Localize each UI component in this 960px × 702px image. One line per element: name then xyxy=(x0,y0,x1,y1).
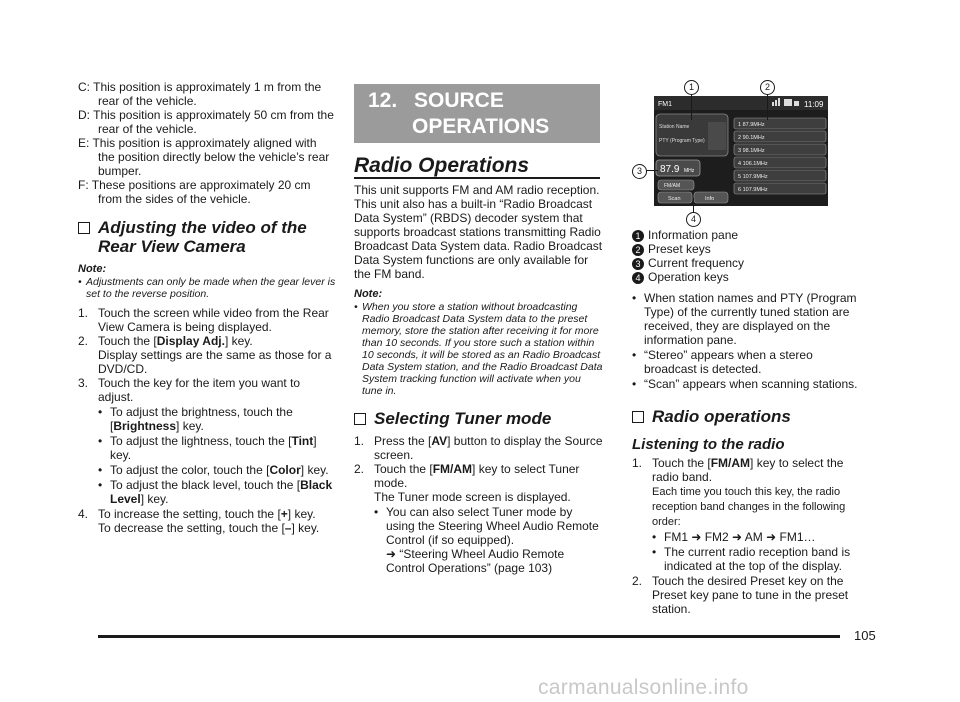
station-name: Station Name xyxy=(659,124,690,130)
step-3 xyxy=(78,376,336,507)
list-item: • To adjust the brightness, touch the [Brightness] key. xyxy=(98,405,293,433)
bullet-icon: • xyxy=(78,276,82,288)
step-number: 2. xyxy=(354,462,365,476)
frequency-value: 87.9 xyxy=(660,164,680,175)
step-number: 4. xyxy=(78,507,89,521)
step-2 xyxy=(78,334,336,376)
step-number: 1. xyxy=(632,456,643,470)
position-e: E: This position is approximately aligned with the position directly below the vehicle’s rear bumper. xyxy=(78,136,330,178)
step-text: Touch the key for the item you want to adjust. • To adjust the brightness, touch the [Brightness] key. • To adjust the lightness, touch the [Tint] key. • To adjust the color, touch the [Color] key. • To adjust the black level, touch the [Black Level] key. xyxy=(98,376,336,507)
position-d: D: This position is approximately 50 cm from the rear of the vehicle. xyxy=(78,108,334,136)
subheading: Listening to the radio xyxy=(632,436,785,453)
list-item: • When station names and PTY (Program Type) of the currently tuned station are received, they are displayed on the information pane. xyxy=(632,291,857,347)
legend-item: 2 Preset keys xyxy=(632,242,862,256)
callout-2: 2 xyxy=(760,80,775,95)
callout-4: 4 xyxy=(686,212,701,227)
step-2 xyxy=(632,574,862,616)
legend-item: 1 Information pane xyxy=(632,228,862,242)
step-text: To increase the setting, touch the [+] key. To decrease the setting, touch the [–] key. xyxy=(98,507,320,535)
step-text: Touch the [FM/AM] key to select the radio band. Each time you touch this key, the radio reception band changes in the following order: • FM1 ➜ FM2 ➜ AM ➜ FM1… • The current radio reception band is indicated at the top of the display. xyxy=(652,456,862,574)
right-column xyxy=(632,228,862,616)
band-label: FM1 xyxy=(658,101,672,108)
list-item: • To adjust the lightness, touch the [Tint] key. xyxy=(98,434,317,462)
preset-key-label: 6 107.9MHz xyxy=(738,187,768,193)
frequency-unit: MHz xyxy=(684,168,695,174)
preset-key-label: 4 106.1MHz xyxy=(738,161,768,167)
list-item: • To adjust the color, touch the [Color] key. xyxy=(98,463,329,477)
position-c: C: This position is approximately 1 m from the rear of the vehicle. xyxy=(78,80,322,108)
callout-1: 1 xyxy=(684,80,699,95)
step-1 xyxy=(632,456,862,574)
left-column xyxy=(78,80,336,535)
middle-column xyxy=(354,84,604,576)
note-item xyxy=(354,301,604,397)
note-title: Note: xyxy=(78,263,107,275)
preset-key-label: 1 87.9MHz xyxy=(738,122,765,128)
list-item: • “Stereo” appears when a stereo broadcast is detected. xyxy=(632,348,813,376)
bullet-icon: • xyxy=(354,301,358,313)
list-item: • To adjust the black level, touch the [Black Level] key. xyxy=(98,478,333,506)
chapter-banner xyxy=(354,84,600,143)
legend-item: 3 Current frequency xyxy=(632,256,862,270)
step-2 xyxy=(354,462,604,576)
preset-key-label: 3 98.1MHz xyxy=(738,148,765,154)
step-number: 3. xyxy=(78,376,89,390)
step-text: Touch the [FM/AM] key to select Tuner mode. The Tuner mode screen is displayed. • You can also select Tuner mode by using the Steering Wheel Audio Remote Control (if so equipped). ➜ “Steering Wheel Audio Remote Control Operations” (page 103) xyxy=(374,462,604,576)
chapter-title-line1: SOURCE xyxy=(414,89,504,112)
step-text: Touch the screen while video from the Rear View Camera is being displayed. xyxy=(98,306,329,334)
step-4 xyxy=(78,507,336,535)
checkbox-square-icon xyxy=(354,413,366,425)
footer-rule xyxy=(98,635,840,638)
program-type: PTY (Program Type) xyxy=(659,138,705,144)
page-number: 105 xyxy=(854,628,876,643)
chapter-number: 12. xyxy=(368,89,398,112)
note-item xyxy=(78,276,336,300)
position-f: F: These positions are approximately 20 cm from the sides of the vehicle. xyxy=(78,178,311,206)
section-heading-rear-camera xyxy=(78,218,336,256)
note-text: When you store a station without broadcasting Radio Broadcast Data System data to the preset memory, store the station after receiving it for more than 10 seconds. If you store such a station within 10 seconds, it will be stored as an Radio Broadcast Data System station, and the Radio Broadcast Data System tracking function will activate when you tune in. xyxy=(362,301,603,397)
list-item: • “Scan” appears when scanning stations. xyxy=(632,377,858,391)
chapter-title-line2: OPERATIONS xyxy=(412,115,550,138)
step-number: 1. xyxy=(354,434,365,448)
step-number: 2. xyxy=(78,334,89,348)
clock: 11:09 xyxy=(804,100,824,109)
step-1 xyxy=(354,434,604,462)
step-text: Touch the desired Preset key on the Preset key pane to tune in the preset station. xyxy=(652,574,849,616)
svg-text:FM/AM: FM/AM xyxy=(664,183,681,189)
step-number: 2. xyxy=(632,574,643,588)
svg-text:Info: Info xyxy=(705,196,715,202)
section-heading-radio-operations xyxy=(632,407,862,426)
legend-item: 4 Operation keys xyxy=(632,270,862,284)
step-text: Touch the [Display Adj.] key. Display settings are the same as those for a DVD/CD. xyxy=(98,334,332,376)
page-reference-link[interactable]: ➜ “Steering Wheel Audio Remote Control Operations” (page 103) xyxy=(386,547,565,575)
list-item: • FM1 ➜ FM2 ➜ AM ➜ FM1… xyxy=(652,530,816,544)
step-1 xyxy=(78,306,336,334)
page-title: Radio Operations xyxy=(354,159,600,179)
intro-paragraph: This unit supports FM and AM radio reception. This unit also has a built-in “Radio Broadcast Data System” (RBDS) decoder system that supports broadcast stations transmitting Radio Broadcast Data System data. Radio Broadcast Data System functions are only available for the FM band. xyxy=(354,183,603,281)
watermark: carmanualsonline.info xyxy=(538,676,749,699)
note-title: Note: xyxy=(354,288,383,300)
step-number: 1. xyxy=(78,306,89,320)
section-heading-tuner-mode xyxy=(354,409,604,428)
section-heading-text: Selecting Tuner mode xyxy=(374,409,552,428)
checkbox-square-icon xyxy=(632,411,644,423)
list-item: • You can also select Tuner mode by using the Steering Wheel Audio Remote Control (if so equipped). ➜ “Steering Wheel Audio Remote Control Operations” (page 103) xyxy=(374,505,599,575)
preset-key-label: 5 107.9MHz xyxy=(738,174,768,180)
note-text: Adjustments can only be made when the gear lever is set to the reverse position. xyxy=(86,276,336,300)
preset-key-label: 2 90.1MHz xyxy=(738,135,765,141)
svg-text:Scan: Scan xyxy=(668,196,681,202)
list-item: • The current radio reception band is indicated at the top of the display. xyxy=(652,545,851,573)
section-heading-text: Adjusting the video of the Rear View Camera xyxy=(98,218,307,256)
callout-3: 3 xyxy=(632,164,647,179)
step-text: Press the [AV] button to display the Source screen. xyxy=(374,434,603,462)
checkbox-square-icon xyxy=(78,222,90,234)
tuner-screen-illustration xyxy=(654,96,828,206)
section-heading-text: Radio operations xyxy=(652,407,791,426)
